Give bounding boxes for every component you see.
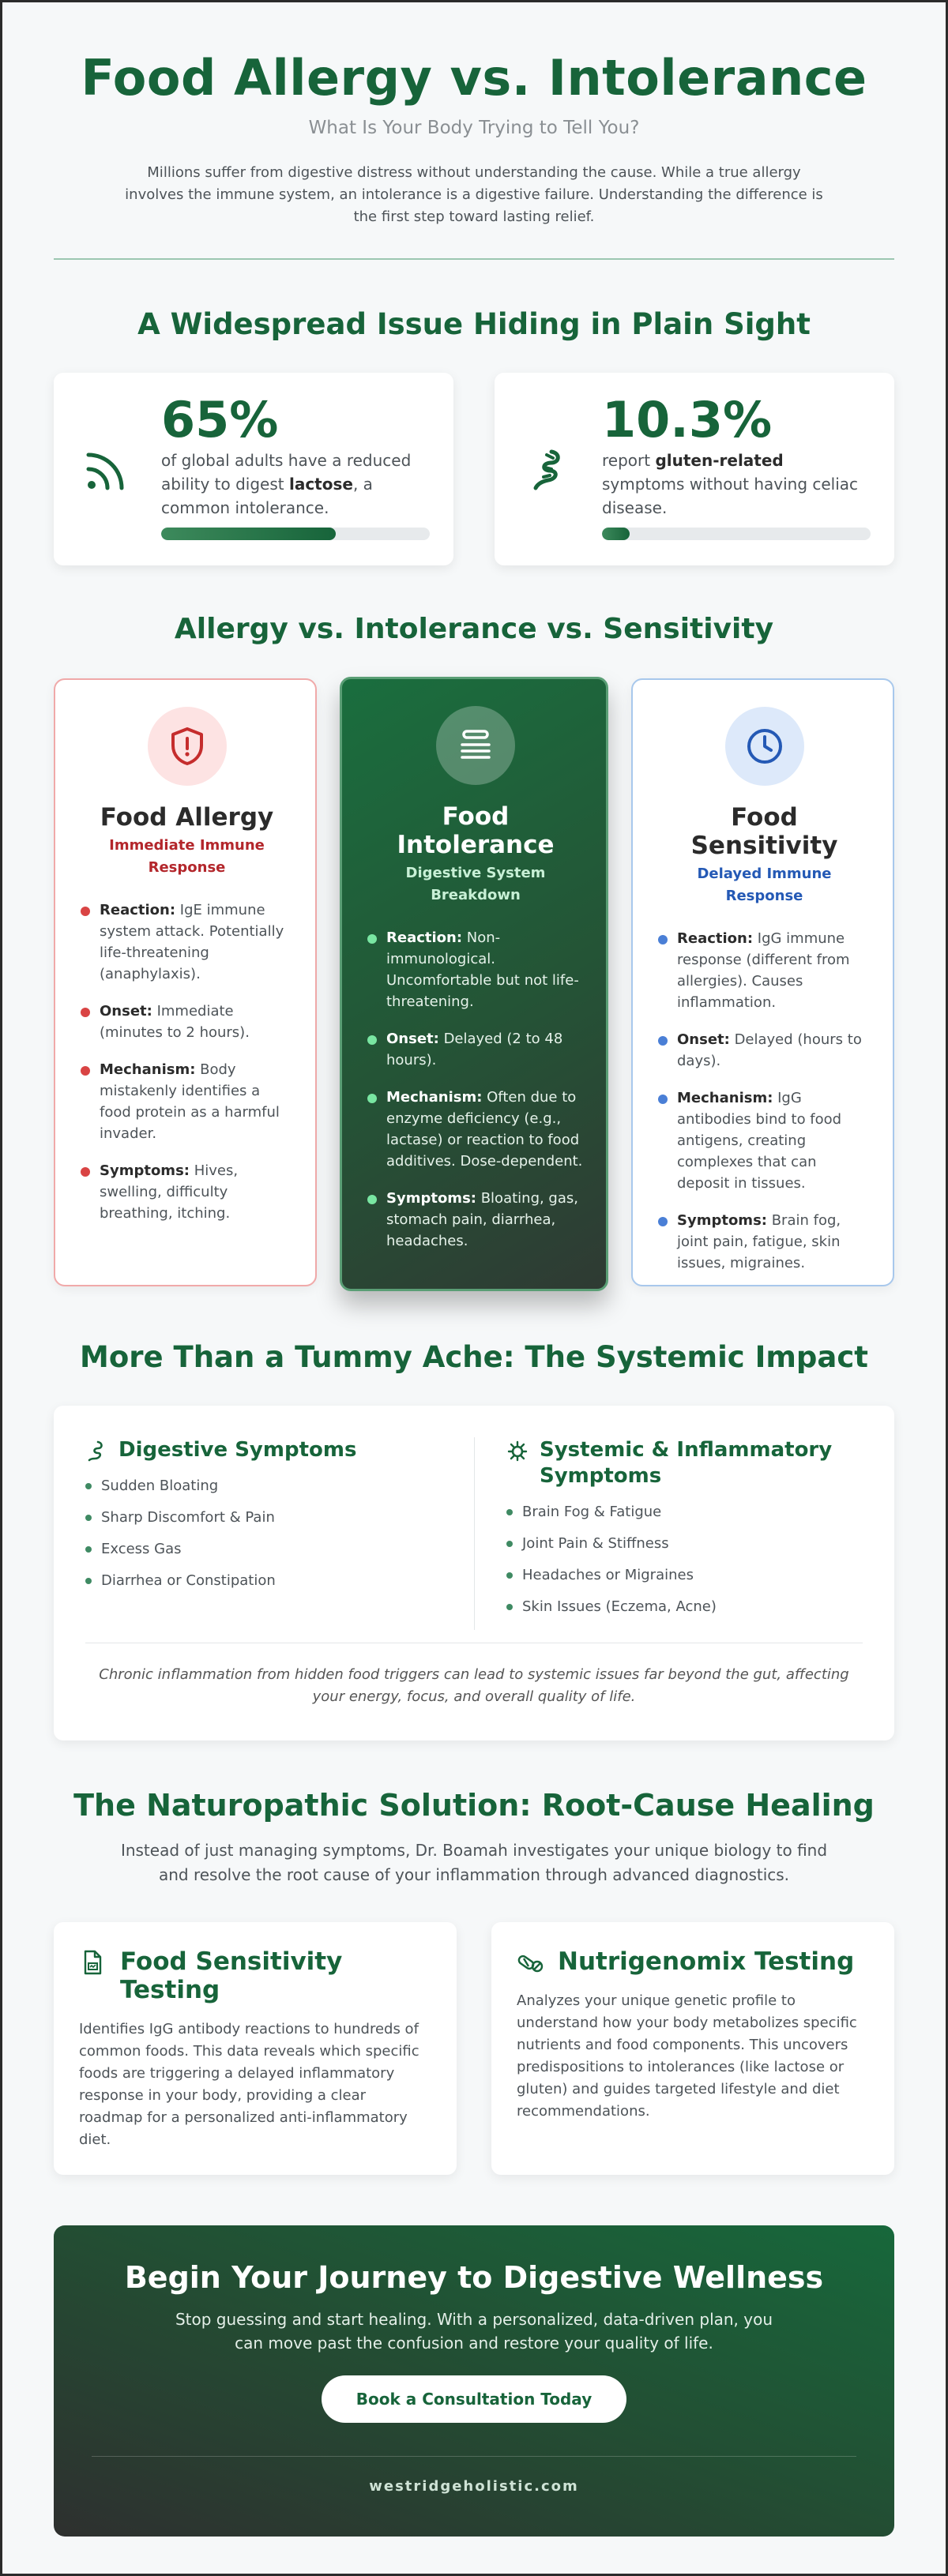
list-item: Onset: Delayed (hours to days). [656, 1029, 872, 1072]
inflammatory-heading: Systemic & Inflammatory Symptoms [506, 1437, 863, 1489]
list-item: Excess Gas [85, 1541, 474, 1558]
solution-card-heading: Food Sensitivity Testing [79, 1947, 431, 2004]
header-divider [54, 258, 894, 260]
card-tag: Immediate Immune Response [109, 837, 265, 876]
systemic-columns [85, 1437, 863, 1630]
stat-value: 65% [161, 391, 279, 449]
list-item: Joint Pain & Stiffness [506, 1535, 863, 1553]
shield-alert-icon [148, 707, 227, 786]
virus-icon [506, 1440, 529, 1462]
list-item: Reaction: Non-immunological. Uncomfortable but not life-threatening. [366, 927, 585, 1012]
list-item: Onset: Immediate (minutes to 2 hours). [79, 1001, 295, 1043]
stat-progress-bar [602, 528, 871, 540]
stat-card-lactose [54, 373, 453, 565]
card-details [656, 928, 872, 1274]
book-consultation-button[interactable]: Book a Consultation Today [322, 2375, 626, 2423]
list-item: Mechanism: Body mistakenly identifies a food protein as a harmful invader. [79, 1059, 295, 1144]
cta-banner [54, 2225, 894, 2537]
list-item: Onset: Delayed (2 to 48 hours). [366, 1028, 585, 1071]
card-nutrigenomix-testing [491, 1922, 894, 2175]
layers-icon [436, 706, 515, 785]
list-item: Symptoms: Hives, swelling, difficulty breathing, itching. [79, 1160, 295, 1224]
signal-waves-icon [84, 445, 131, 493]
lab-report-icon [79, 1949, 106, 1976]
digestive-column [85, 1437, 474, 1630]
solution-card-text: Analyzes your unique genetic profile to understand how your body metabolizes specific nutrients and food components. This uncovers predispositions to intolerances (like lactose or gluten) and guides targeted lifestyle and diet recommendations. [517, 1992, 857, 2120]
cta-text: Stop guessing and start healing. With a personalized, data-driven plan, you can move past the confusion and restore your quality of life. [175, 2310, 773, 2353]
stat-progress-fill [602, 528, 630, 540]
card-food-sensitivity-testing [54, 1922, 457, 2175]
stat-progress-bar [161, 528, 430, 540]
list-item: Brain Fog & Fatigue [506, 1504, 863, 1521]
list-item: Reaction: IgG immune response (different from allergies). Causes inflammation. [656, 928, 872, 1013]
content-wrapper [54, 2, 894, 2537]
cta-divider [92, 2456, 856, 2457]
card-title: Food Allergy [100, 803, 274, 832]
systemic-note: Chronic inflammation from hidden food triggers can lead to systemic issues far beyond the gut, affecting your energy, focus, and overall quality of life. [85, 1643, 863, 1708]
stat-card-gluten [495, 373, 894, 565]
stomach-icon [85, 1440, 107, 1462]
digestive-list [85, 1478, 474, 1590]
clock-icon [725, 707, 804, 786]
list-item: Mechanism: IgG antibodies bind to food antigens, creating complexes that can deposit in tissues. [656, 1087, 872, 1194]
list-item: Reaction: IgE immune system attack. Potentially life-threatening (anaphylaxis). [79, 899, 295, 985]
card-title: Food Intolerance [397, 802, 555, 859]
card-tag: Delayed Immune Response [697, 866, 832, 904]
stat-description: of global adults have a reduced ability to digest lactose, a common intolerance. [161, 451, 412, 517]
list-item: Mechanism: Often due to enzyme deficiency (e.g., lactase) or reaction to food additives. Dose-dependent. [366, 1087, 585, 1172]
stat-progress-fill [161, 528, 336, 540]
list-item: Sharp Discomfort & Pain [85, 1509, 474, 1526]
list-item: Sudden Bloating [85, 1478, 474, 1495]
solution-card-heading: Nutrigenomix Testing [517, 1947, 869, 1976]
card-details [366, 927, 585, 1252]
card-tag: Digestive System Breakdown [405, 865, 546, 903]
stat-description: report gluten-related symptoms without having celiac disease. [602, 451, 859, 517]
card-food-sensitivity [631, 678, 894, 1286]
stats-row [54, 373, 894, 565]
list-item: Symptoms: Bloating, gas, stomach pain, diarrhea, headaches. [366, 1188, 585, 1252]
systemic-section-title: More Than a Tummy Ache: The Systemic Impact [80, 1340, 868, 1374]
digestive-heading: Digestive Symptoms [85, 1437, 474, 1463]
comparison-cards [54, 677, 894, 1291]
list-item: Symptoms: Brain fog, joint pain, fatigue, skin issues, migraines. [656, 1210, 872, 1274]
card-food-allergy [54, 678, 317, 1286]
list-item: Diarrhea or Constipation [85, 1572, 474, 1590]
solution-intro: Instead of just managing symptoms, Dr. Boamah investigates your unique biology to find and resolve the root cause of your inflammation through advanced diagnostics. [120, 1841, 828, 1884]
solution-card-text: Identifies IgG antibody reactions to hundreds of common foods. This data reveals which specific foods are triggering a delayed inflammatory response in your body, providing a clear roadmap for a personalized anti-inflammatory diet. [79, 2021, 419, 2148]
inflammatory-list [506, 1504, 863, 1616]
compare-section-title: Allergy vs. Intolerance vs. Sensitivity [174, 613, 774, 645]
card-title: Food Sensitivity [690, 803, 838, 860]
solution-cards [54, 1922, 894, 2175]
intro-paragraph: Millions suffer from digestive distress without understanding the cause. While a true allergy involves the immune system, an intolerance is a digestive failure. Understanding the difference is the first step toward lasting relief. [125, 164, 823, 225]
stat-value: 10.3% [602, 391, 773, 449]
website-link[interactable]: westridgeholistic.com [369, 2478, 579, 2495]
inflammatory-column [474, 1437, 863, 1630]
list-item: Skin Issues (Eczema, Acne) [506, 1598, 863, 1616]
page-title: Food Allergy vs. Intolerance [81, 49, 867, 107]
stats-section-title: A Widespread Issue Hiding in Plain Sight [137, 307, 811, 341]
pills-icon [517, 1949, 544, 1976]
page-subtitle: What Is Your Body Trying to Tell You? [308, 118, 640, 138]
cta-title: Begin Your Journey to Digestive Wellness [124, 2260, 824, 2295]
hero-header [54, 2, 894, 260]
solution-section-title: The Naturopathic Solution: Root-Cause Healing [73, 1788, 875, 1823]
systemic-card [54, 1406, 894, 1740]
gut-icon [525, 445, 572, 493]
card-food-intolerance [340, 677, 608, 1291]
list-item: Headaches or Migraines [506, 1567, 863, 1584]
card-details [79, 899, 295, 1224]
